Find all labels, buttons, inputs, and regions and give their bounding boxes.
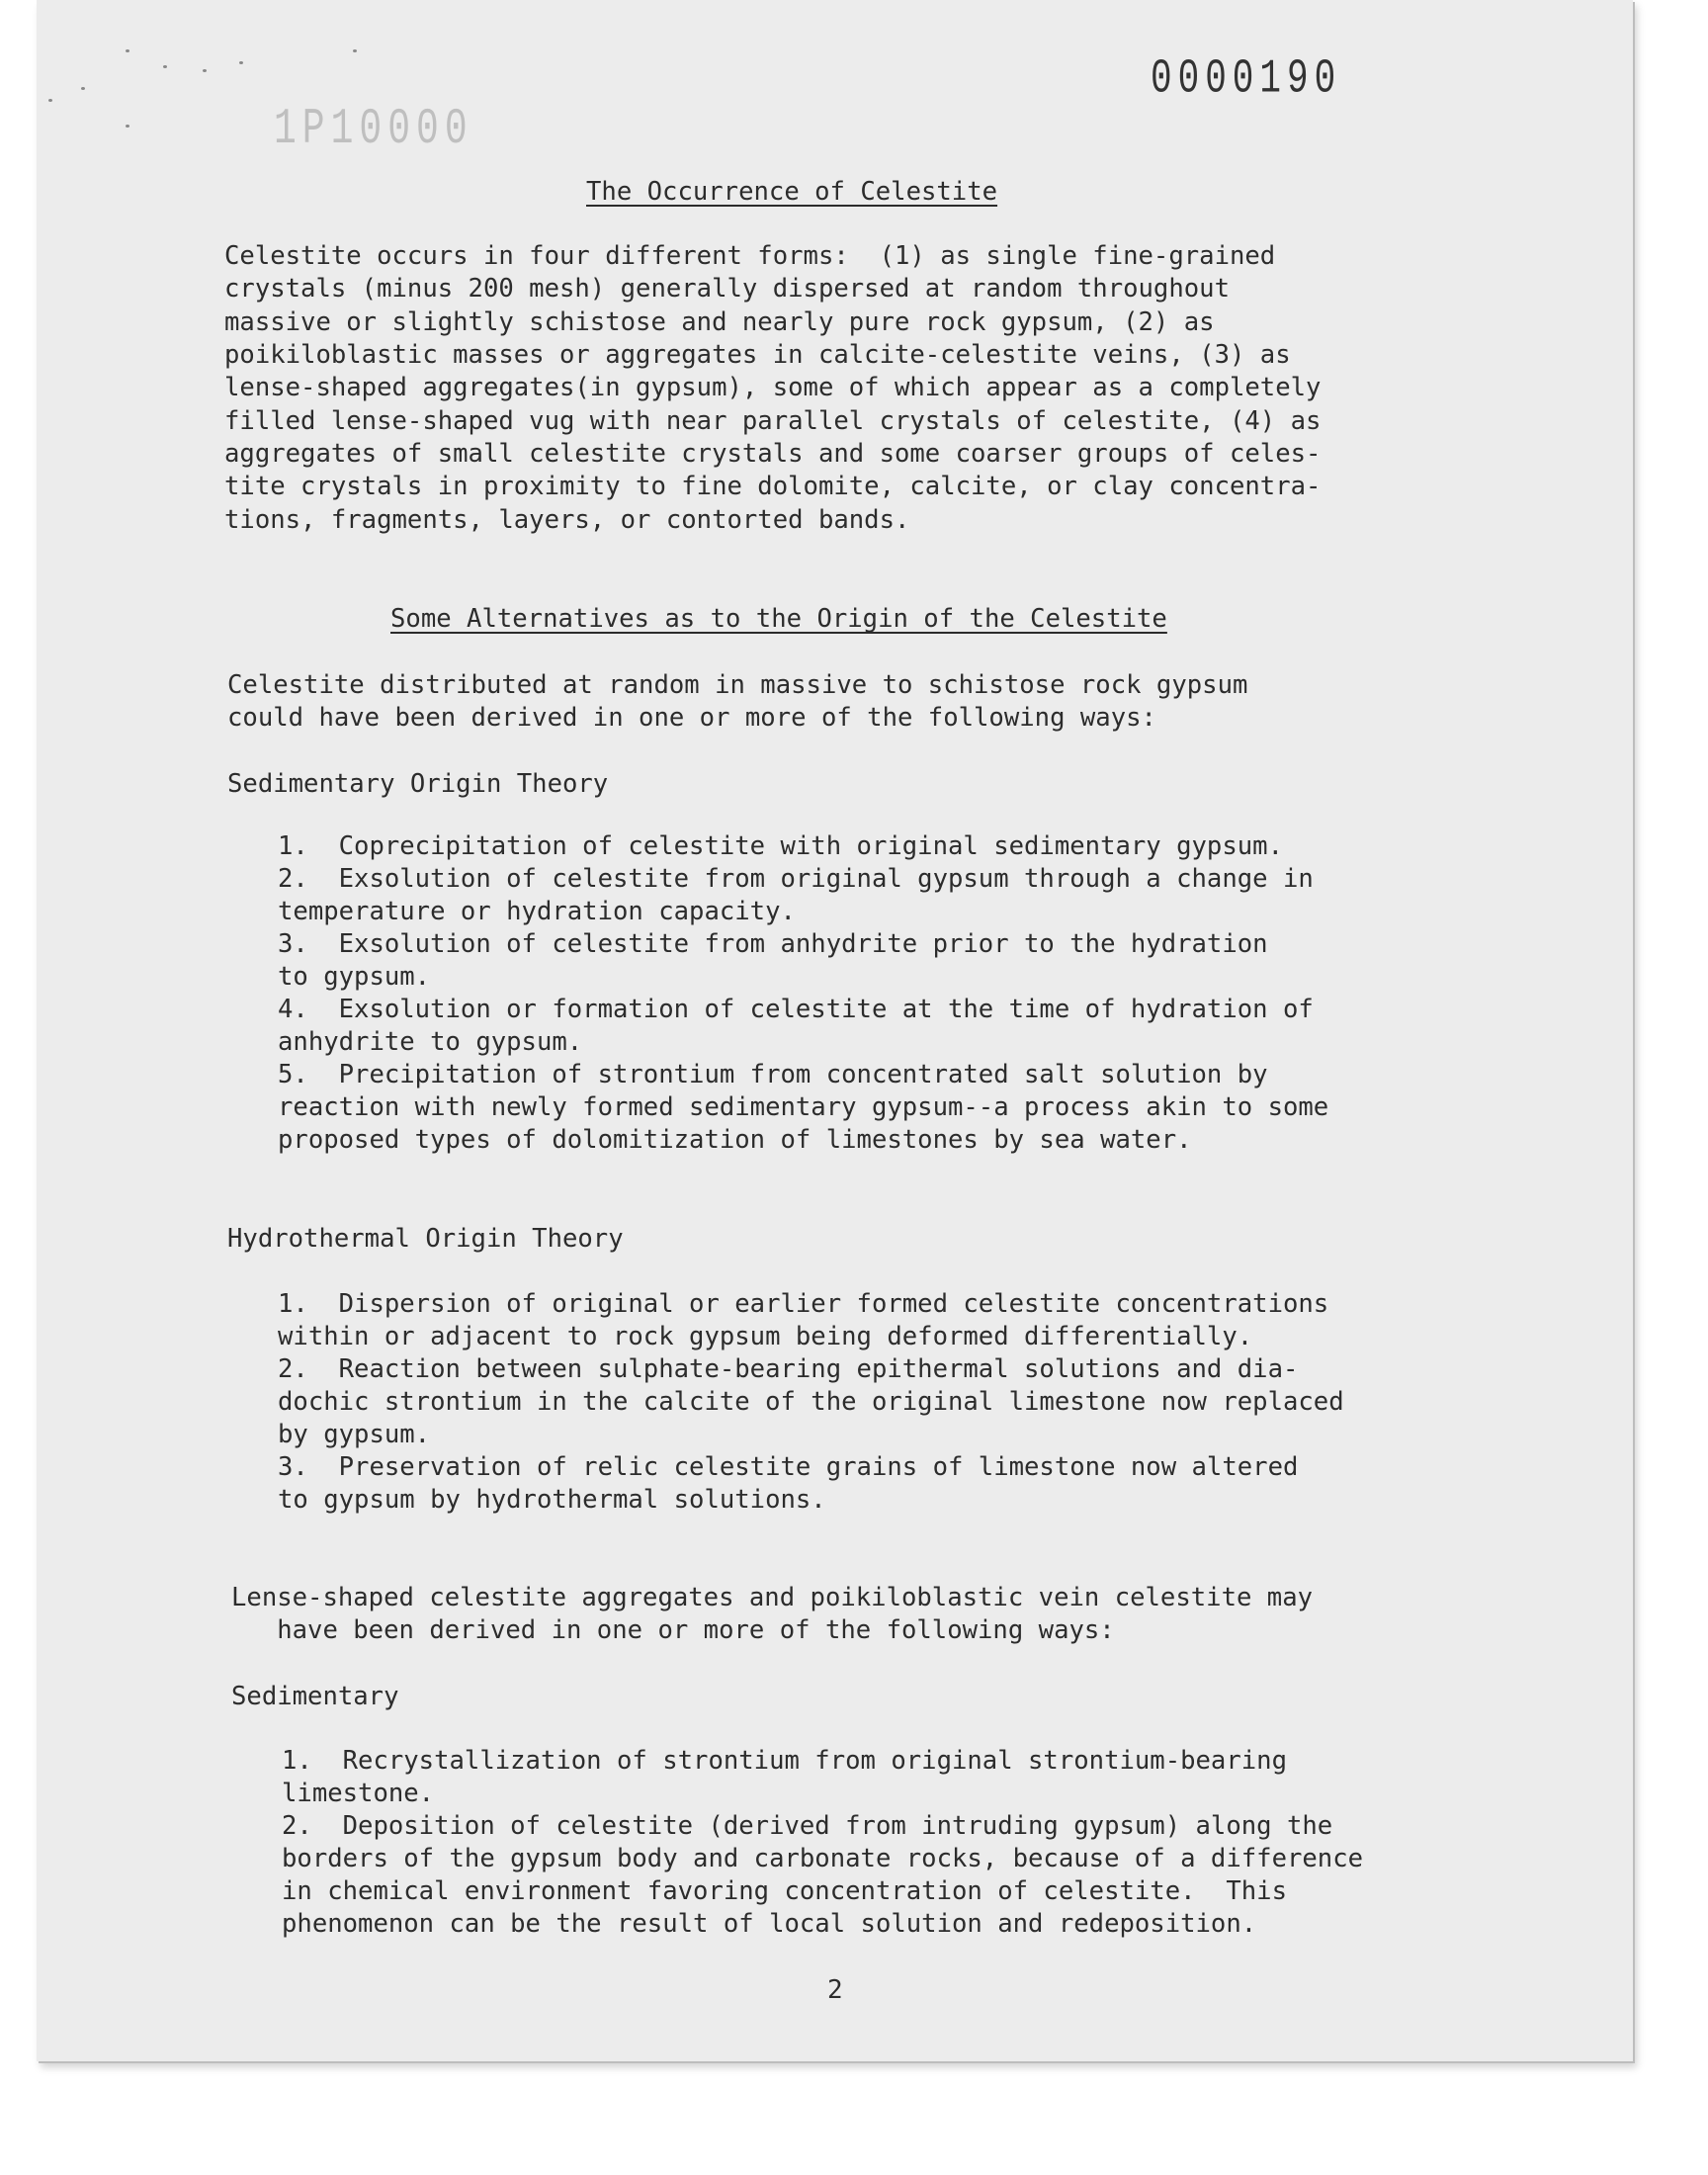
list-item: 1. Recrystallization of strontium from original strontium-bearing — [282, 1746, 1287, 1776]
list-item: 3. Exsolution of celestite from anhydrite prior to the hydration — [278, 929, 1268, 959]
page-number: 2 — [827, 1975, 843, 2005]
list-item: temperature or hydration capacity. — [278, 897, 796, 926]
faded-number-stamp: 1P10000 — [274, 101, 473, 159]
list-item: limestone. — [282, 1779, 435, 1808]
subheading-sedimentary-origin: Sedimentary Origin Theory — [227, 769, 609, 799]
subheading-hydrothermal-origin: Hydrothermal Origin Theory — [227, 1224, 624, 1254]
section-title-occurrence: The Occurrence of Celestite — [586, 177, 998, 207]
subheading-sedimentary: Sedimentary — [231, 1682, 399, 1711]
list-item: anhydrite to gypsum. — [278, 1027, 583, 1057]
list-item: proposed types of dolomitization of limestones by sea water. — [278, 1125, 1192, 1155]
list-item: 2. Deposition of celestite (derived from intruding gypsum) along the — [282, 1811, 1333, 1841]
list-item: dochic strontium in the calcite of the original limestone now replaced — [278, 1387, 1344, 1417]
paragraph-line: poikiloblastic masses or aggregates in calcite-celestite veins, (3) as — [224, 340, 1291, 370]
list-item: in chemical environment favoring concentration of celestite. This — [282, 1876, 1287, 1906]
list-item: within or adjacent to rock gypsum being deformed differentially. — [278, 1322, 1253, 1351]
paragraph-line: tite crystals in proximity to fine dolomite, calcite, or clay concentra- — [224, 472, 1322, 501]
intro-line: could have been derived in one or more of the following ways: — [227, 703, 1156, 733]
list-item: by gypsum. — [278, 1420, 431, 1449]
paragraph-line: filled lense-shaped vug with near parallel crystals of celestite, (4) as — [224, 406, 1322, 436]
paragraph-line: aggregates of small celestite crystals and some coarser groups of celes- — [224, 439, 1322, 469]
lense-intro-line: have been derived in one or more of the following ways: — [231, 1615, 1115, 1645]
lense-intro-line: Lense-shaped celestite aggregates and poikiloblastic vein celestite may — [231, 1583, 1314, 1612]
document-number-stamp: 0000190 — [1151, 51, 1342, 107]
list-item: to gypsum. — [278, 962, 431, 992]
document-page — [37, 0, 1633, 2061]
list-item: 5. Precipitation of strontium from concentrated salt solution by — [278, 1060, 1268, 1089]
paragraph-line: massive or slightly schistose and nearly pure rock gypsum, (2) as — [224, 307, 1215, 337]
list-item: to gypsum by hydrothermal solutions. — [278, 1485, 826, 1515]
section-title-origin: Some Alternatives as to the Origin of the Celestite — [390, 604, 1167, 634]
paragraph-line: crystals (minus 200 mesh) generally dispersed at random throughout — [224, 274, 1230, 304]
list-item: phenomenon can be the result of local solution and redeposition. — [282, 1909, 1257, 1939]
list-item: 4. Exsolution or formation of celestite at the time of hydration of — [278, 995, 1314, 1024]
list-item: 2. Reaction between sulphate-bearing epithermal solutions and dia- — [278, 1354, 1299, 1384]
intro-line: Celestite distributed at random in massive to schistose rock gypsum — [227, 670, 1248, 700]
list-item: reaction with newly formed sedimentary gypsum--a process akin to some — [278, 1092, 1329, 1122]
list-item: 1. Dispersion of original or earlier formed celestite concentrations — [278, 1289, 1329, 1319]
list-item: 2. Exsolution of celestite from original gypsum through a change in — [278, 864, 1314, 894]
paragraph-line: tions, fragments, layers, or contorted bands. — [224, 505, 910, 535]
list-item: borders of the gypsum body and carbonate rocks, because of a difference — [282, 1844, 1364, 1873]
list-item: 1. Coprecipitation of celestite with original sedimentary gypsum. — [278, 831, 1283, 861]
list-item: 3. Preservation of relic celestite grains of limestone now altered — [278, 1452, 1299, 1482]
paragraph-line: Celestite occurs in four different forms: (1) as single fine-grained — [224, 241, 1276, 271]
paragraph-line: lense-shaped aggregates(in gypsum), some of which appear as a completely — [224, 373, 1322, 402]
